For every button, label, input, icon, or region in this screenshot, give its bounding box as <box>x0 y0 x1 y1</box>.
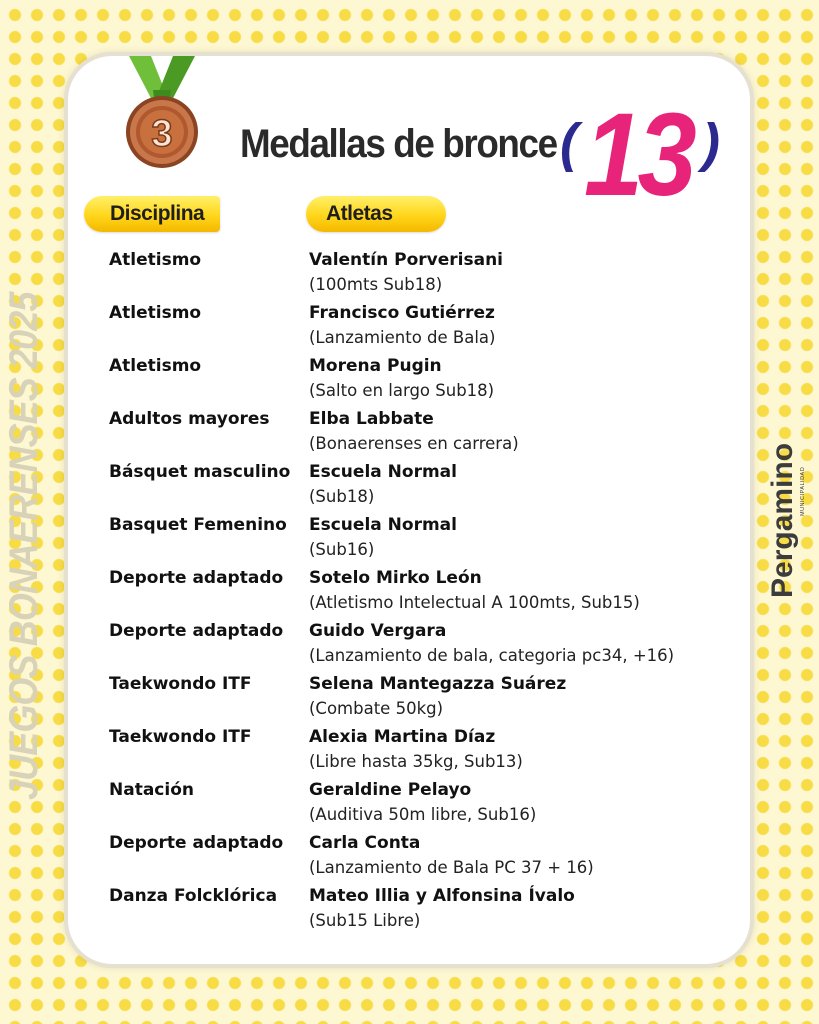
athlete-detail: (Sub15 Libre) <box>309 911 421 930</box>
list-item <box>0 462 819 515</box>
discipline-label: Taekwondo ITF <box>109 674 252 694</box>
discipline-label: Atletismo <box>109 356 202 376</box>
athlete-detail: (Sub18) <box>309 487 375 506</box>
athlete-name: Guido Vergara <box>309 621 447 641</box>
list-item <box>0 727 819 780</box>
list-item <box>0 409 819 462</box>
list-item <box>0 356 819 409</box>
page-title: Medallas de bronce <box>240 122 557 166</box>
discipline-label: Taekwondo ITF <box>109 727 252 747</box>
athlete-name: Francisco Gutiérrez <box>309 303 495 323</box>
list-item <box>0 674 819 727</box>
athlete-detail: (Combate 50kg) <box>309 699 444 718</box>
medal-number: 3 <box>151 113 173 155</box>
brand-sub: MUNICIPALIDAD <box>800 466 806 516</box>
discipline-label: Natación <box>109 780 194 800</box>
athlete-detail: (Sub16) <box>309 540 375 559</box>
list-item <box>0 833 819 886</box>
discipline-label: Atletismo <box>109 250 202 270</box>
column-header-discipline: Disciplina <box>84 196 220 232</box>
athlete-name: Morena Pugin <box>309 356 442 376</box>
discipline-label: Adultos mayores <box>109 409 270 429</box>
athlete-detail: (Libre hasta 35kg, Sub13) <box>309 752 523 771</box>
athlete-name: Valentín Porverisani <box>309 250 503 270</box>
list-item <box>0 250 819 303</box>
athlete-name: Carla Conta <box>309 833 421 853</box>
count-paren-close: ) <box>702 113 720 173</box>
pergamino-logo <box>760 410 810 610</box>
athlete-detail: (Lanzamiento de Bala PC 37 + 16) <box>309 858 594 877</box>
discipline-label: Basquet Femenino <box>109 515 287 535</box>
discipline-label: Danza Folcklórica <box>109 886 278 906</box>
athlete-name: Escuela Normal <box>309 462 457 482</box>
list-item <box>0 886 819 939</box>
discipline-label: Deporte adaptado <box>109 621 284 641</box>
list-item <box>0 515 819 568</box>
athlete-detail: (100mts Sub18) <box>309 275 443 294</box>
athlete-name: Sotelo Mirko León <box>309 568 482 588</box>
list-item <box>0 780 819 833</box>
count-paren-open: ( <box>560 113 578 173</box>
athlete-name: Alexia Martina Díaz <box>309 727 496 747</box>
discipline-label: Atletismo <box>109 303 202 323</box>
athlete-name: Elba Labbate <box>309 409 434 429</box>
athlete-detail: (Auditiva 50m libre, Sub16) <box>309 805 537 824</box>
discipline-label: Básquet masculino <box>109 462 291 482</box>
athlete-name: Geraldine Pelayo <box>309 780 472 800</box>
athlete-detail: (Lanzamiento de bala, categoria pc34, +16) <box>309 646 675 665</box>
athlete-name: Escuela Normal <box>309 515 457 535</box>
list-item <box>0 303 819 356</box>
athlete-detail: (Salto en largo Sub18) <box>309 381 495 400</box>
bronze-medal-icon <box>117 56 207 172</box>
list-item <box>0 568 819 621</box>
list-item <box>0 621 819 674</box>
column-header-athletes: Atletas <box>306 196 446 232</box>
discipline-label: Deporte adaptado <box>109 833 284 853</box>
athlete-detail: (Atletismo Intelectual A 100mts, Sub15) <box>309 593 640 612</box>
athlete-detail: (Bonaerenses en carrera) <box>309 434 519 453</box>
athlete-detail: (Lanzamiento de Bala) <box>309 328 496 347</box>
brand-name: Pergamino <box>766 442 799 598</box>
count-number: 13 <box>584 89 692 221</box>
discipline-label: Deporte adaptado <box>109 568 284 588</box>
athlete-name: Selena Mantegazza Suárez <box>309 674 567 694</box>
athlete-name: Mateo Illia y Alfonsina Ívalo <box>309 886 575 906</box>
event-title-text: JUEGOS BONAERENSES 2025 <box>2 292 46 800</box>
